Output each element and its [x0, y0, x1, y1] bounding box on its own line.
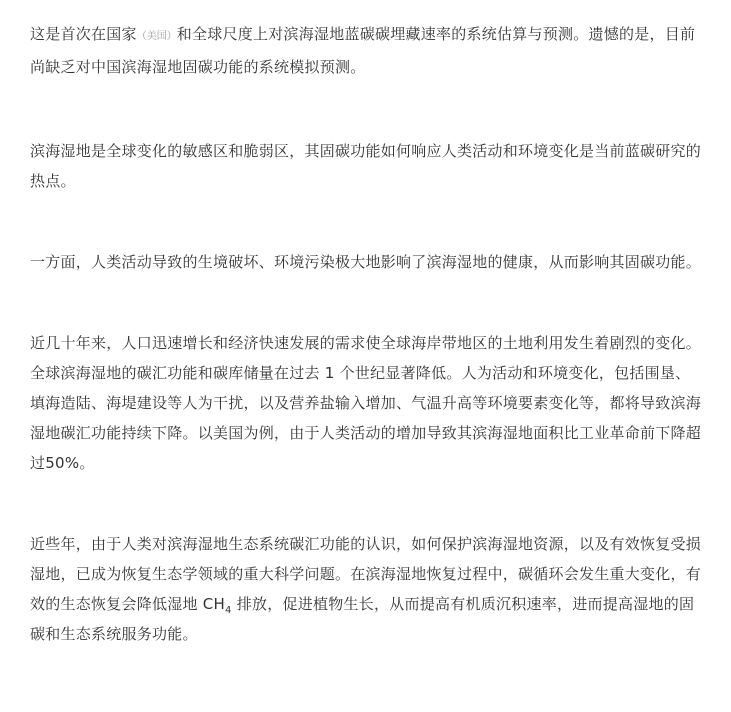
paragraph-2: 滨海湿地是全球变化的敏感区和脆弱区，其固碳功能如何响应人类活动和环境变化是当前蓝碳研究的热点。	[30, 142, 702, 190]
paragraph-5	[30, 529, 702, 649]
paragraph-5-text-start: 近些年，由于人类对滨海湿地生态系统碳汇功能的认识，如何保护滨海湿地资源，以及有效恢复受损湿地，已成为恢复生态学领域的重大科学问题。在滨海湿地恢复过程中，碳循环会发生重大变化，有效的生态恢复会降低湿地	[30, 535, 702, 613]
paragraph-1	[30, 19, 702, 82]
methane-formula: CH	[202, 595, 226, 613]
article-body	[30, 19, 702, 649]
paragraph-1-text-end: 和全球尺度上对滨海湿地蓝碳碳埋藏速率的系统估算与预测。遗憾的是，目前尚缺乏对中国滨海湿地固碳功能的系统模拟预测。	[30, 25, 696, 76]
paragraph-1-text-start: 这是首次在国家	[30, 25, 137, 43]
country-note: （美国）	[136, 31, 177, 42]
paragraph-4: 近几十年来，人口迅速增长和经济快速发展的需求使全球海岸带地区的土地利用发生着剧烈的变化。全球滨海湿地的碳汇功能和碳库储量在过去 1 个世纪显著降低。人为活动和环境变化，包括围垦、填海造陆、海堤建设等人为干扰，以及营养盐输入增加、气温升高等环境要素变化等，都将导致滨海湿地碳汇功能持续下降。以美国为例，由于人类活动的增加导致其滨海湿地面积比工业革命前下降超过50%。	[30, 334, 702, 472]
paragraph-3: 一方面，人类活动导致的生境破坏、环境污染极大地影响了滨海湿地的健康，从而影响其固碳功能。	[30, 253, 702, 271]
methane-subscript: 4	[225, 605, 232, 616]
paragraph-5-text-end: 排放，促进植物生长，从而提高有机质沉积速率，进而提高湿地的固碳和生态系统服务功能。	[30, 595, 695, 643]
